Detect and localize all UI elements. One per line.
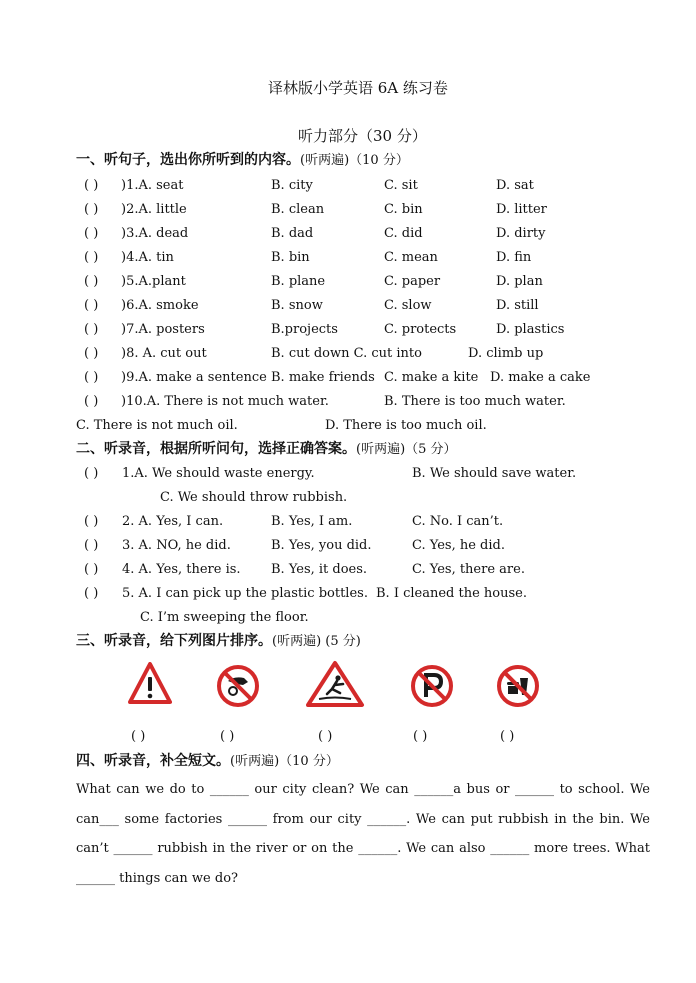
page-title: 译林版小学英语 6A 练习卷 [268, 79, 448, 97]
q1-option-c: C. sit [384, 178, 418, 193]
section-3-heading [76, 633, 361, 650]
slippery-floor-sign-icon [305, 660, 365, 708]
order-bracket-1[interactable]: ( ) [131, 729, 146, 744]
q3-option-b: B. dad [271, 226, 314, 241]
q3-option-d: D. dirty [496, 226, 546, 241]
answer-bracket[interactable]: ( ) [84, 538, 99, 553]
page-subtitle: 听力部分（30 分） [298, 127, 427, 145]
q6-option-c: C. slow [384, 298, 432, 313]
s2-q2-option-c: C. No. I can’t. [412, 514, 504, 529]
s2-q4-option-c: C. Yes, there are. [412, 562, 525, 577]
s2-q5-option-a: 5. A. I can pick up the plastic bottles. [122, 586, 368, 601]
q7-option-a: )7.A. posters [121, 322, 205, 337]
section-2-title: 二、听录音，根据所听问句，选择正确答案。 [76, 441, 356, 457]
section-1-note: (听两遍)（10 分） [300, 153, 409, 168]
answer-bracket[interactable]: ( ) [84, 370, 99, 385]
q9-option-a: )9.A. make a sentence [121, 370, 267, 385]
q9-option-b: B. make friends [271, 370, 375, 385]
q10-option-d: D. There is too much oil. [325, 418, 487, 433]
s2-q5-option-b: B. I cleaned the house. [376, 586, 527, 601]
q1-option-d: D. sat [496, 178, 534, 193]
answer-bracket[interactable]: ( ) [84, 514, 99, 529]
s2-q2-option-b: B. Yes, I am. [271, 514, 353, 529]
s2-q4-option-b: B. Yes, it does. [271, 562, 368, 577]
answer-bracket[interactable]: ( ) [84, 202, 99, 217]
section-3-title: 三、听录音，给下列图片排序。 [76, 633, 272, 649]
q9-option-d: D. make a cake [490, 370, 591, 385]
order-bracket-2[interactable]: ( ) [220, 729, 235, 744]
s2-q3-option-a: 3. A. NO, he did. [122, 538, 231, 553]
answer-bracket[interactable]: ( ) [84, 586, 99, 601]
section-1-title: 一、听句子，选出你所听到的内容。 [76, 152, 300, 168]
q10-option-a: )10.A. There is not much water. [121, 394, 329, 409]
s2-q1-option-c: C. We should throw rubbish. [160, 490, 348, 505]
s2-q5-option-c: C. I’m sweeping the floor. [140, 610, 309, 625]
no-parking-sign-icon [410, 664, 454, 708]
answer-bracket[interactable]: ( ) [84, 298, 99, 313]
q10-option-b: B. There is too much water. [384, 394, 566, 409]
answer-bracket[interactable]: ( ) [84, 466, 99, 481]
answer-bracket[interactable]: ( ) [84, 562, 99, 577]
section-4-heading [76, 753, 339, 770]
answer-bracket[interactable]: ( ) [84, 274, 99, 289]
q9-option-c: C. make a kite [384, 370, 479, 385]
s2-q3-option-c: C. Yes, he did. [412, 538, 505, 553]
q7-option-c: C. protects [384, 322, 457, 337]
s2-q2-option-a: 2. A. Yes, I can. [122, 514, 224, 529]
s2-q3-option-b: B. Yes, you did. [271, 538, 372, 553]
no-littering-sign-icon [216, 664, 260, 708]
q5-option-a: )5.A.plant [121, 274, 186, 289]
q5-option-d: D. plan [496, 274, 543, 289]
q4-option-d: D. fin [496, 250, 532, 265]
q6-option-b: B. snow [271, 298, 323, 313]
no-food-drink-sign-icon [496, 664, 540, 708]
warning-sign-icon [128, 662, 172, 704]
order-bracket-3[interactable]: ( ) [318, 729, 333, 744]
q2-option-a: )2.A. little [121, 202, 187, 217]
section-4-note: (听两遍)（10 分） [230, 754, 339, 769]
s2-q1-option-b: B. We should save water. [412, 466, 577, 481]
answer-bracket[interactable]: ( ) [84, 250, 99, 265]
q6-option-d: D. still [496, 298, 539, 313]
q2-option-d: D. litter [496, 202, 547, 217]
order-bracket-5[interactable]: ( ) [500, 729, 515, 744]
q5-option-c: C. paper [384, 274, 441, 289]
answer-bracket[interactable]: ( ) [84, 322, 99, 337]
q7-option-b: B.projects [271, 322, 338, 337]
s2-q1-option-a: 1.A. We should waste energy. [122, 466, 315, 481]
q4-option-b: B. bin [271, 250, 310, 265]
q10-option-c: C. There is not much oil. [76, 418, 238, 433]
answer-bracket[interactable]: ( ) [84, 178, 99, 193]
section-3-note: (听两遍) (5 分) [272, 634, 361, 649]
q8-option-b-c: B. cut down C. cut into [271, 346, 422, 361]
q8-option-a: )8. A. cut out [121, 346, 207, 361]
q7-option-d: D. plastics [496, 322, 565, 337]
q4-option-a: )4.A. tin [121, 250, 174, 265]
section-2-heading [76, 441, 457, 458]
q4-option-c: C. mean [384, 250, 438, 265]
section-1-heading [76, 152, 409, 169]
q5-option-b: B. plane [271, 274, 326, 289]
s2-q4-option-a: 4. A. Yes, there is. [122, 562, 241, 577]
q1-option-a: )1.A. seat [121, 178, 184, 193]
q6-option-a: )6.A. smoke [121, 298, 199, 313]
answer-bracket[interactable]: ( ) [84, 346, 99, 361]
section-4-title: 四、听录音，补全短文。 [76, 753, 230, 769]
q8-option-d: D. climb up [468, 346, 544, 361]
section-2-note: (听两遍)（5 分） [356, 442, 457, 457]
q3-option-c: C. did [384, 226, 423, 241]
order-bracket-4[interactable]: ( ) [413, 729, 428, 744]
answer-bracket[interactable]: ( ) [84, 226, 99, 241]
q2-option-b: B. clean [271, 202, 325, 217]
q3-option-a: )3.A. dead [121, 226, 189, 241]
q2-option-c: C. bin [384, 202, 423, 217]
answer-bracket[interactable]: ( ) [84, 394, 99, 409]
q1-option-b: B. city [271, 178, 313, 193]
cloze-passage: What can we do to ______ our city clean? We can ______a bus or ______ to school. We can___ some factories ______ from our city ______. We can put rubbish in the bin. We can’t ______ rubbish in the river or on the ______. We can also ______ more trees. What ______ things can we do? [76, 782, 650, 886]
